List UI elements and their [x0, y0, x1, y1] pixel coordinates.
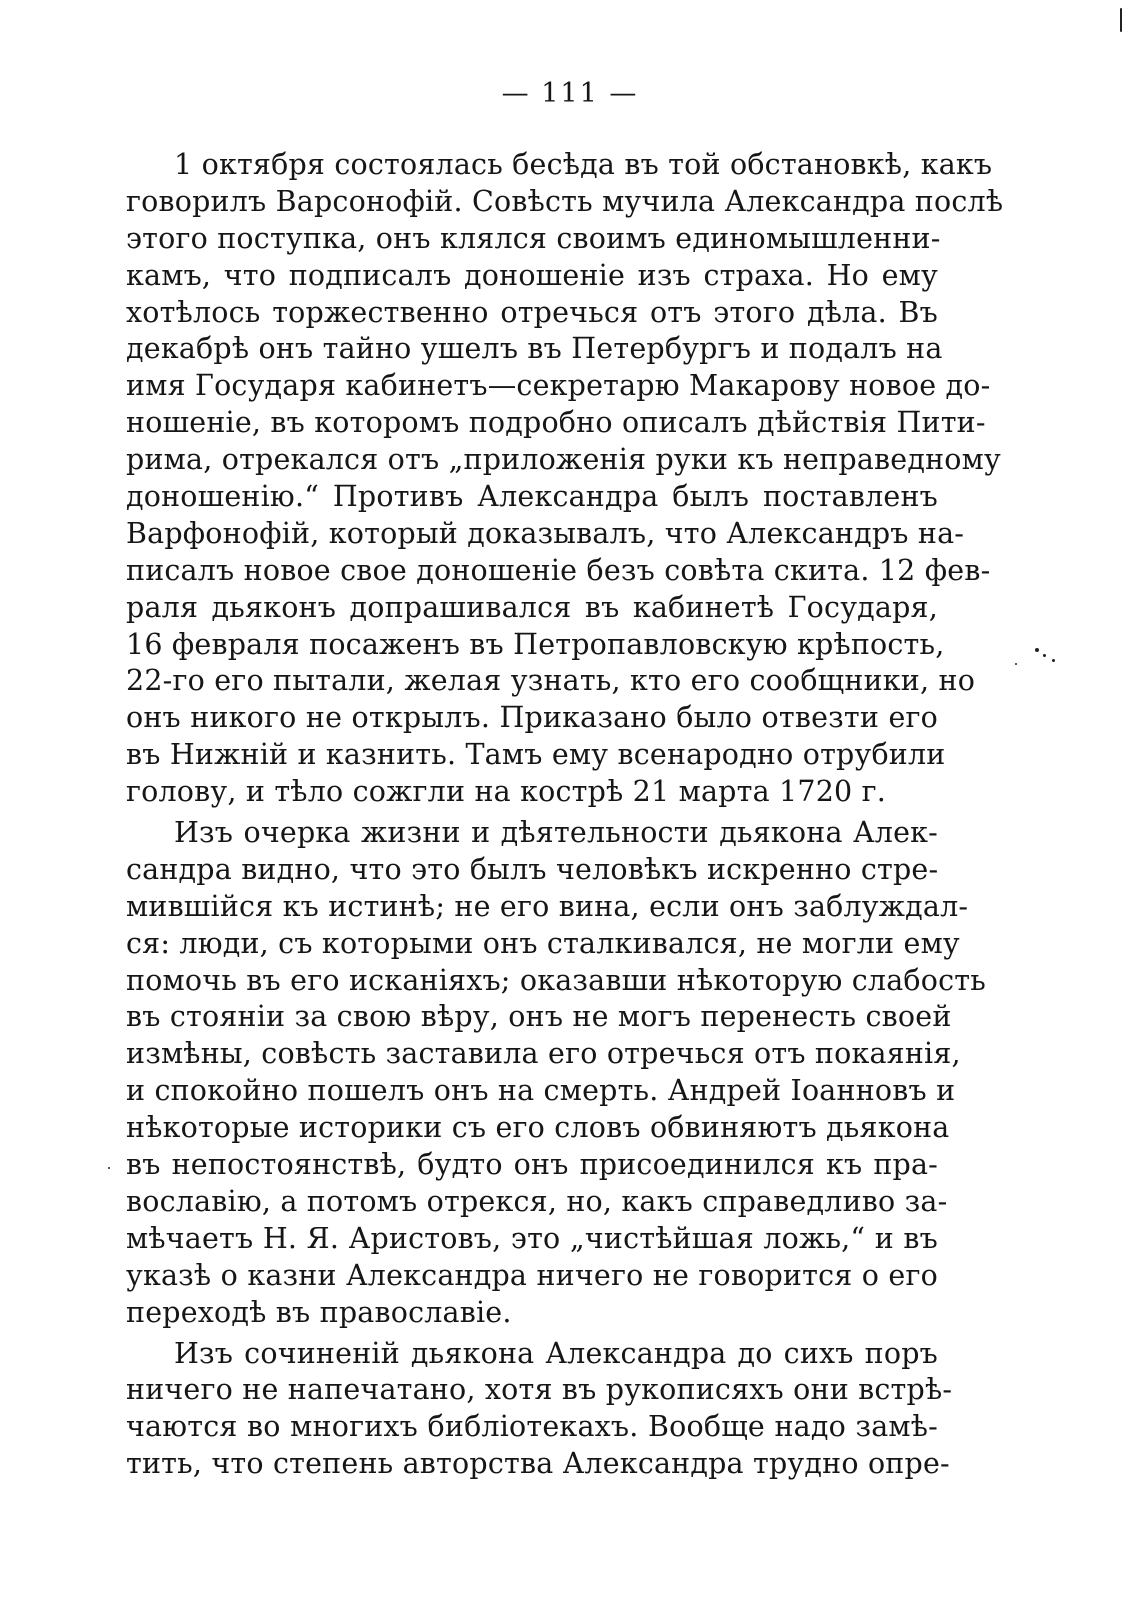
text-line: говорилъ Варсонофій. Совѣсть мучила Александра послѣ — [126, 184, 1004, 218]
text-line: чаются во многихъ библіотекахъ. Вообще надо замѣ- — [126, 1410, 938, 1444]
paragraph — [126, 815, 986, 1331]
paragraph — [126, 1336, 953, 1484]
text-line: мѣчаетъ Н. Я. Аристовъ, это „чистѣйшая ложь,“ и въ — [126, 1221, 938, 1255]
scan-speck — [1052, 659, 1055, 662]
body-text — [126, 147, 1004, 1483]
text-line: раля дьяконъ допрашивался въ кабинетѣ Государя, — [126, 590, 938, 624]
text-line: мившійся къ истинѣ; не его вина, если онъ заблуждал- — [126, 889, 969, 923]
text-line: хотѣлось торжественно отречься отъ этого дѣла. Въ — [126, 295, 938, 329]
text-line: 22-го его пытали, желая узнать, кто его сообщники, но — [126, 664, 976, 698]
text-line: онъ никого не открылъ. Приказано было отвезти его — [126, 701, 938, 735]
page-number: — 111 — — [501, 78, 639, 109]
text-line: рима, отрекался отъ „приложенія руки къ неправедному — [126, 443, 1002, 477]
text-line: нѣкоторые историки съ его словъ обвиняютъ дьякона — [126, 1111, 950, 1145]
text-line: ся: люди, съ которыми онъ сталкивался, не могли ему — [126, 926, 960, 960]
text-line: голову, и тѣло сожгли на кострѣ 21 марта 1720 г. — [126, 775, 887, 809]
text-line: въ непостоянствѣ, будто онъ присоединился къ пра- — [126, 1148, 938, 1182]
text-line: 1 октября состоялась бесѣда въ той обстановкѣ, какъ — [174, 148, 993, 181]
scan-speck — [1015, 663, 1017, 665]
text-line: помочь въ его исканіяхъ; оказавши нѣкоторую слабость — [126, 963, 986, 997]
text-line: доношенію.“ Противъ Александра былъ поставленъ — [126, 480, 938, 514]
text-line: въ Нижній и казнить. Тамъ ему всенародно отрубили — [126, 738, 946, 772]
text-line: тить, что степень авторства Александра трудно опре- — [126, 1447, 950, 1481]
scan-speck — [108, 1167, 110, 1169]
scan-speck — [1043, 654, 1046, 657]
text-line: указѣ о казни Александра ничего не говорится о его — [126, 1258, 938, 1292]
text-line: переходѣ въ православіе. — [126, 1295, 512, 1329]
text-line: камъ, что подписалъ доношеніе изъ страха. Но ему — [126, 258, 938, 292]
text-line: вославію, а потомъ отрекся, но, какъ справедливо за- — [126, 1184, 948, 1218]
text-line: Изъ сочиненій дьякона Александра до сихъ поръ — [174, 1336, 938, 1370]
text-line: въ стояніи за свою вѣру, онъ не могъ перенесть своей — [126, 1000, 952, 1034]
text-line: этого поступка, онъ клялся своимъ единомышленни- — [126, 221, 941, 255]
text-line: имя Государя кабинетъ—секретарю Макарову новое до- — [126, 369, 991, 403]
scan-speck — [1035, 648, 1039, 652]
text-line: декабрѣ онъ тайно ушелъ въ Петербургъ и подалъ на — [126, 332, 943, 366]
text-line: 16 февраля посаженъ въ Петропавловскую крѣпость, — [126, 627, 945, 661]
text-line: ничего не напечатано, хотя въ рукописяхъ они встрѣ- — [126, 1373, 953, 1407]
scan-speck — [1120, 8, 1122, 32]
paragraph — [126, 147, 1004, 811]
text-line: Изъ очерка жизни и дѣятельности дьякона Алек- — [174, 816, 938, 850]
text-line: писалъ новое свое доношеніе безъ совѣта скита. 12 фев- — [126, 553, 991, 587]
text-line: и спокойно пошелъ онъ на смерть. Андрей Іоанновъ и — [126, 1074, 956, 1108]
text-line: ношеніе, въ которомъ подробно описалъ дѣйствія Пити- — [126, 406, 986, 440]
text-line: измѣны, совѣсть заставила его отречься отъ покаянія, — [126, 1037, 961, 1071]
text-line: сандра видно, что это былъ человѣкъ искренно стре- — [126, 852, 939, 886]
text-line: Варфонофій, который доказывалъ, что Александръ на- — [126, 516, 965, 550]
